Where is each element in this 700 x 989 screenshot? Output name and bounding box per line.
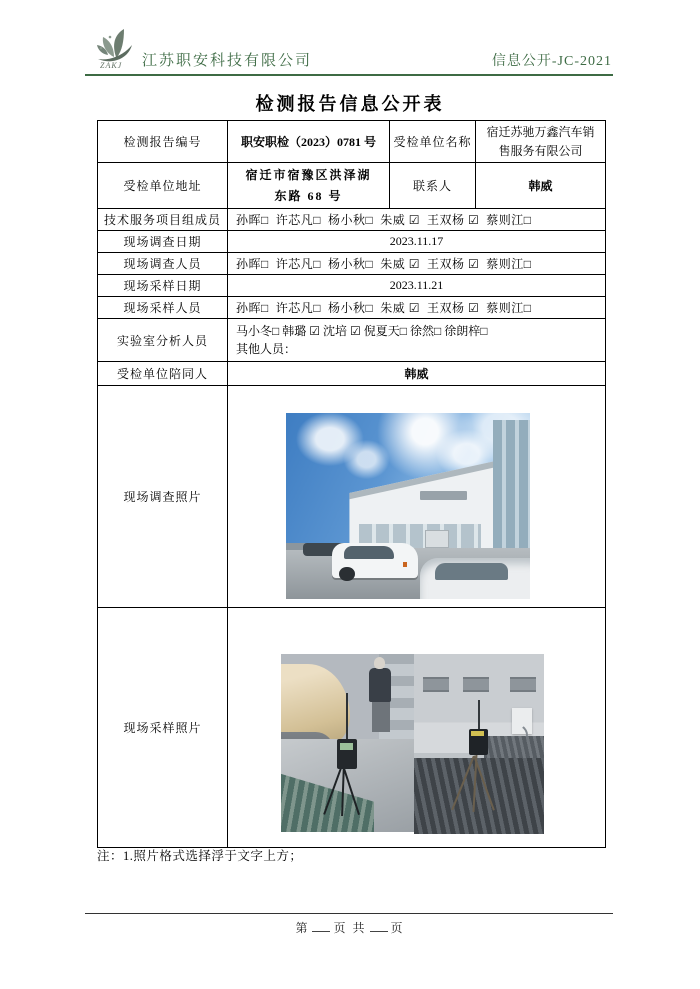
photo-white-suv [420,558,530,599]
survey-date-value: 2023.11.17 [228,231,606,253]
sample-photo-cell [228,608,606,848]
team-members: 孙晖□ 许芯凡□ 杨小秋□ 朱威 ☑ 王双杨 ☑ 蔡则江□ [228,209,606,231]
footer-rule [85,913,613,914]
page-number-suffix: 页 [390,921,405,935]
disclosure-table [97,120,606,848]
report-no-label: 检测报告编号 [98,121,228,163]
page-number-mid: 页 共 [333,921,367,935]
photo-ac-unit [425,530,449,549]
page-number-blank [370,921,388,932]
table-row [98,386,606,608]
team-label: 技术服务项目组成员 [98,209,228,231]
page-number-blank [312,921,330,932]
table-row [98,121,606,163]
survey-staff-members: 孙晖□ 许芯凡□ 杨小秋□ 朱威 ☑ 王双杨 ☑ 蔡则江□ [228,253,606,275]
lab-staff-members: 马小冬□ 韩璐 ☑ 沈培 ☑ 倪夏天□ 徐然□ 徐朗梓□ [236,324,488,338]
escort-value: 韩威 [228,362,606,386]
photo-cone [403,562,407,567]
escort-label: 受检单位陪同人 [98,362,228,386]
header-rule [85,74,613,76]
lab-staff-cell [228,319,606,362]
photo-worker-head [374,657,385,669]
survey-date-label: 现场调查日期 [98,231,228,253]
contact-value: 韩威 [476,163,606,209]
sample-photo-booth [281,654,414,832]
table-row [98,319,606,362]
report-no-value: 职安职检（2023）0781 号 [228,121,390,163]
page-number-prefix: 第 [295,921,310,935]
lab-staff-others: 其他人员： [236,342,297,356]
photo-vent [423,677,449,692]
sample-photo-room [414,654,544,834]
photo-sampler-device [337,739,357,769]
table-row [98,253,606,275]
table-row [98,231,606,253]
table-row [98,163,606,209]
page-title: 检测报告信息公开表 [255,94,445,114]
footnote: 注：1.照片格式选择浮于文字上方； [97,849,303,863]
photo-vent [510,677,536,692]
photo-glass-wall [493,420,530,558]
photo-sampler-device [469,729,488,755]
table-row [98,275,606,297]
table-row [98,297,606,319]
company-logo-icon [94,27,140,73]
survey-photo-label: 现场调查照片 [98,386,228,608]
photo-worker-legs [372,700,390,732]
photo-vent [463,677,489,692]
survey-photo-cell [228,386,606,608]
doc-code: 信息公开-JC-2021 [491,54,612,69]
org-name-value: 宿迁苏驰万鑫汽车销售服务有限公司 [476,121,606,163]
sample-photo-images [281,654,605,834]
company-name: 江苏职安科技有限公司 [142,53,313,69]
survey-photo-image [286,413,530,599]
sample-staff-members: 孙晖□ 许芯凡□ 杨小秋□ 朱威 ☑ 王双杨 ☑ 蔡则江□ [228,297,606,319]
org-addr-label: 受检单位地址 [98,163,228,209]
table-row [98,608,606,848]
photo-building-sign [420,491,466,500]
logo-caption: ZAKJ [100,61,123,70]
table-row [98,209,606,231]
org-name-label: 受检单位名称 [390,121,476,163]
sample-staff-label: 现场采样人员 [98,297,228,319]
photo-worker [369,668,391,702]
sample-photo-label: 现场采样照片 [98,608,228,848]
lab-staff-label: 实验室分析人员 [98,319,228,362]
sample-date-value: 2023.11.21 [228,275,606,297]
table-row [98,362,606,386]
photo-white-sedan [332,543,417,578]
sample-date-label: 现场采样日期 [98,275,228,297]
contact-label: 联系人 [390,163,476,209]
org-addr-value: 宿迁市宿豫区洪泽湖东路 68 号 [228,163,390,209]
page-number [0,919,700,936]
survey-staff-label: 现场调查人员 [98,253,228,275]
